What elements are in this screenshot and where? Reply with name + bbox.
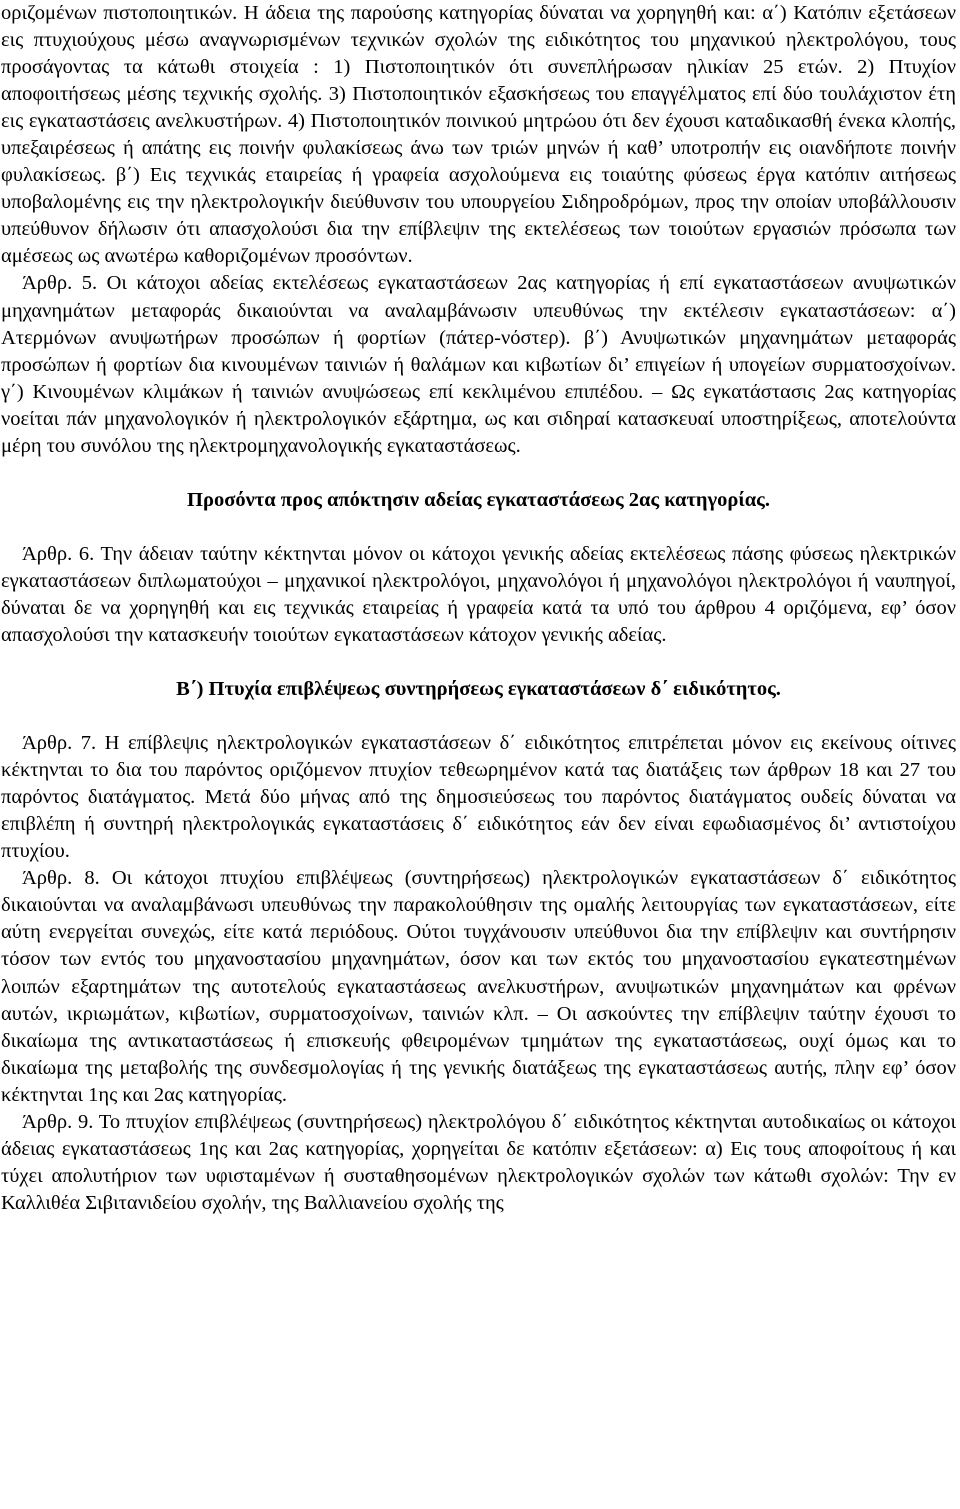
blank-line xyxy=(1,703,956,730)
blank-line xyxy=(1,514,956,541)
paragraph-article-6: Άρθρ. 6. Την άδειαν ταύτην κέκτηνται μόνον οι κάτοχοι γενικής αδείας εκτελέσεως πάσης φύσεως ηλεκτρικών εγκαταστάσεων διπλωματούχοι – μηχανικοί ηλεκτρολόγοι, μηχανολόγοι ή μηχανολόγοι ηλεκτρολόγοι ή ναυπηγοί, δύναται δε να χορηγηθή και εις τεχνικάς εταιρείας ή γραφεία κατά τα υπό του άρθρου 4 οριζόμενα, εφ’ όσον απασχολούσι την κατασκευήν τοιούτων εγκαταστάσεων κάτοχον γενικής αδείας. xyxy=(1,542,956,646)
paragraph-continuation-art4: οριζομένων πιστοποιητικών. Η άδεια της παρούσης κατηγορίας δύναται να χορηγηθή και: α΄) Κατόπιν εξετάσεων εις πτυχιούχους μέσω αναγνωρισμένων τεχνικών σχολών της ειδικότητος του μηχανικού ηλεκτρολόγου, τους προσάγοντας τα κάτωθι στοιχεία : 1) Πιστοποιητικόν ότι συνεπλήρωσαν ηλικίαν 25 ετών. 2) Πτυχίον αποφοιτήσεως μέσης τεχνικής σχολής. 3) Πιστοποιητικόν εξασκήσεως του επαγγέλματος επί δύο τουλάχιστον έτη εις εγκαταστάσεις ανελκυστήρων. 4) Πιστοποιητικόν ποινικού μητρώου ότι δεν έχουσι καταδικασθή ένεκα κλοπής, υπεξαιρέσεως ή απάτης εις ποινήν φυλακίσεως άνω των τριών μηνών ή καθ’ υποτροπήν εις οιανδήποτε ποινήν φυλακίσεως. β΄) Εις τεχνικάς εταιρείας ή γραφεία ασχολούμενα εις τοιαύτης φύσεως έργα κατόπιν αιτήσεως υποβαλομένης εις την ηλεκτρολογικήν διεύθυνσιν του υπουργείου Σιδηροδρόμων, προς την οποίαν υποβάλλουσιν υπεύθυνον δήλωσιν ότι απασχολούσι δια την επίβλεψιν της εκτελέσεως των τοιούτων εργασιών πρόσωπα των αμέσεως ως ανωτέρω καθοριζομένων προσόντων. xyxy=(1,2,956,268)
paragraph-article-5: Άρθρ. 5. Οι κάτοχοι αδείας εκτελέσεως εγκαταστάσεων 2ας κατηγορίας ή επί εγκαταστάσεων ανυψωτικών μηχανημάτων μεταφοράς δικαιούνται να αναλαμβάνωσιν υπευθύνως την εκτέλεσιν εγκαταστάσεων: α΄) Ατερμόνων ανυψωτήρων προσώπων ή φορτίων (πάτερ-νόστερ). β΄) Ανυψωτικών μηχανημάτων μεταφοράς προσώπων ή φορτίων δια κινουμένων ταινιών ή θαλάμων και κιβωτίων δι’ επιγείων ή υπογείων συρματοσχοίνων. γ΄) Κινουμένων κλιμάκων ή ταινιών ανυψώσεως επί κεκλιμένου επιπέδου. – Ως εγκατάστασις 2ας κατηγορίας νοείται πάν μηχανολογικόν ή ηλεκτρολογικόν εξάρτημα, ως και σιδηραί κατασκευαί υποστηρίξεως, αποτελούντα μέρη του συνόλου της ηλεκτρομηχανολογικής εγκαταστάσεως. xyxy=(1,272,956,457)
section-heading-qualifications: Προσόντα προς απόκτησιν αδείας εγκαταστάσεως 2ας κατηγορίας. xyxy=(187,488,770,511)
paragraph-article-9: Άρθρ. 9. Το πτυχίον επιβλέψεως (συντηρήσεως) ηλεκτρολόγου δ΄ ειδικότητος κέκτηνται αυτοδικαίως οι κάτοχοι άδειας εγκαταστάσεως 1ης και 2ας κατηγορίας, χορηγείται δε κατόπιν εξετάσεων: α) Εις τους αποφοίτους ή και τύχει απολυτήριον των υφισταμένων ή συσταθησομένων ηλεκτρολογικών σχολών των κάτωθι σχολών: Την εν Καλλιθέα Σιβιτανιδείου σχολήν, της Βαλλιανείου σχολής της xyxy=(1,1110,956,1214)
paragraph-article-7: Άρθρ. 7. Η επίβλεψις ηλεκτρολογικών εγκαταστάσεων δ΄ ειδικότητος επιτρέπεται μόνον εις εκείνους οίτινες κέκτηνται το δια του παρόντος οριζόμενον πτυχίον τεθεωρημένον κατά τας διατάξεις των άρθρων 18 και 27 του παρόντος διατάγματος. Μετά δύο μήνας από της δημοσιεύσεως του παρόντος διατάγματος ουδείς δύναται να επιβλέπη ή συντηρή ηλεκτρολογικάς εγκαταστάσεις δ΄ ειδικότητος εάν δεν είναι εφωδιασμένος δι’ αντιστοίχου πτυχίου. xyxy=(1,732,956,863)
section-heading-supervision-degrees: Β΄) Πτυχία επιβλέψεως συντηρήσεως εγκαταστάσεων δ΄ ειδικότητος. xyxy=(176,678,781,701)
blank-line xyxy=(1,649,956,676)
paragraph-article-8: Άρθρ. 8. Οι κάτοχοι πτυχίου επιβλέψεως (συντηρήσεως) ηλεκτρολογικών εγκαταστάσεων δ΄ ειδικότητος δικαιούνται να αναλαμβάνωσι υπευθύνως την παρακολούθησιν της ομαλής λειτουργίας των εγκαταστάσεων, είτε αύτη ενεργείται συνεχώς, είτε κατά περιόδους. Ούτοι τυγχάνουσιν υπεύθυνοι δια την επίβλεψιν και συντήρησιν τόσον των εντός του μηχανοστασίου μηχανημάτων, όσον και των εκτός του μηχανοστασίου εγκατεστημένων λοιπών εξαρτημάτων της αυτοτελούς εγκαταστάσεως ανελκυστήρων, ανυψωτικών μηχανημάτων και φρένων αυτών, ικριωμάτων, κιβωτίων, συρματοσχοίνων, ταινιών κλπ. – Οι ασκούντες την επίβλεψιν ταύτην έχουσι το δικαίωμα της αντικαταστάσεως ή επισκευής φθειρομένων τμημάτων της εγκαταστάσεως, ουχί όμως και το δικαίωμα της μεταβολής της συνδεσμολογίας ή της γενικής διατάξεως της εγκαταστάσεως αυτής, πλην εφ’ όσον κέκτηνται 1ης και 2ας κατηγορίας. xyxy=(1,867,956,1106)
document-page xyxy=(1,0,956,1217)
blank-line xyxy=(1,460,956,487)
